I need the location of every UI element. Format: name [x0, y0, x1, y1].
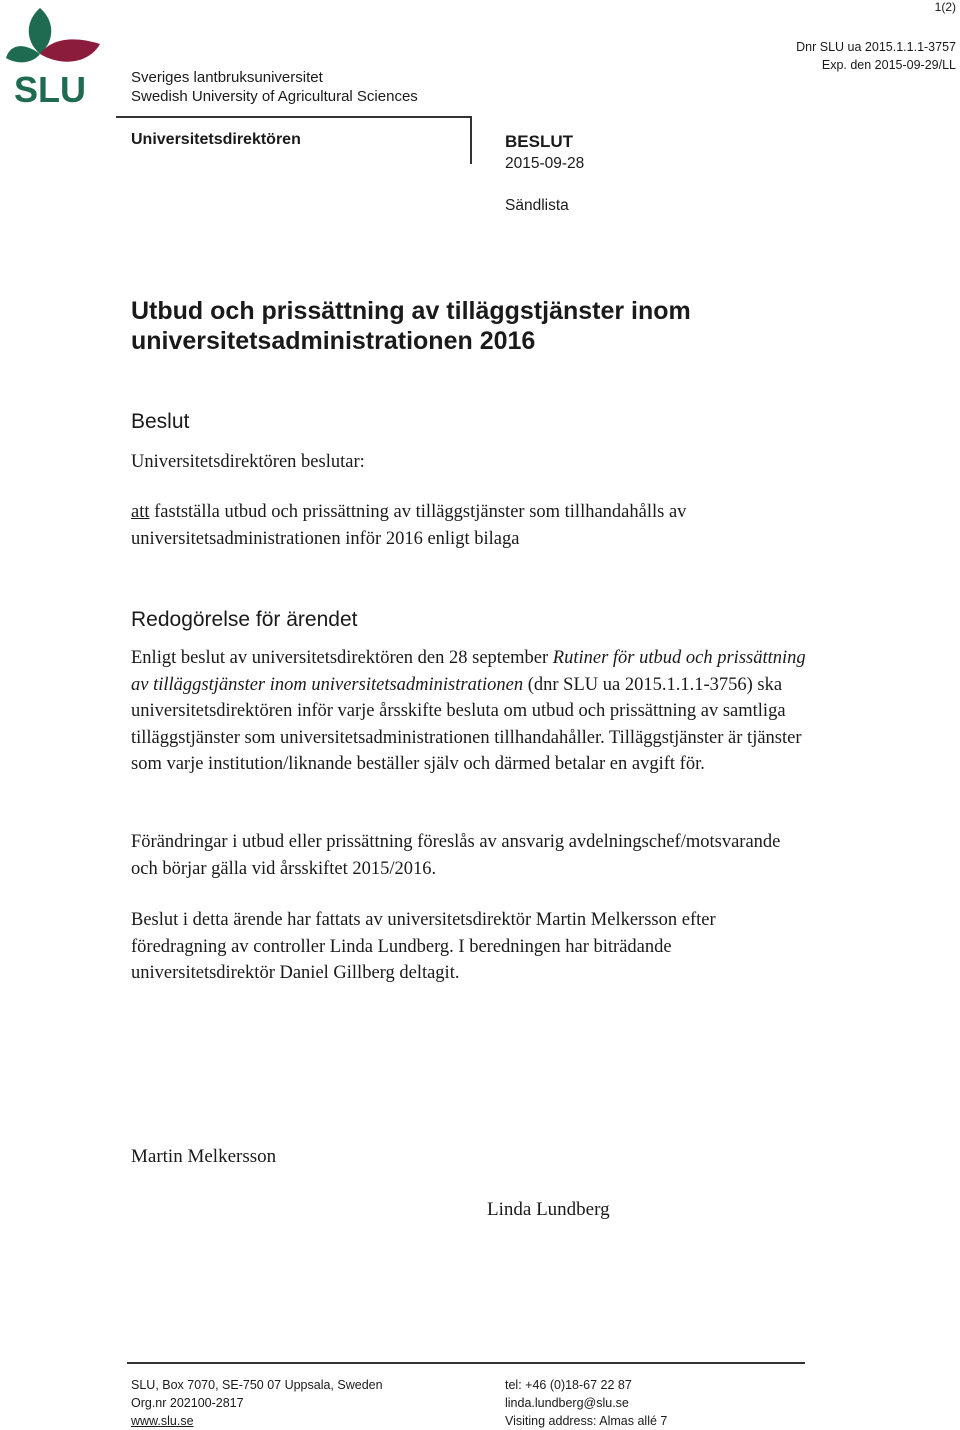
- att-keyword: att: [131, 502, 150, 522]
- org-name-swedish: Sveriges lantbruksuniversitet: [131, 69, 323, 86]
- signature-second: Linda Lundberg: [487, 1199, 610, 1220]
- page-number: 1(2): [934, 0, 956, 14]
- decision-lead: Universitetsdirektören beslutar:: [131, 452, 365, 472]
- slu-logo-icon: [6, 6, 102, 106]
- document-type: BESLUT: [505, 132, 573, 151]
- section-heading-redogorelse: Redogörelse för ärendet: [131, 608, 358, 631]
- dnr-text: Dnr SLU ua 2015.1.1.1-3757: [796, 40, 956, 54]
- header-divider: [116, 116, 470, 118]
- exp-text: Exp. den 2015-09-29/LL: [821, 58, 956, 72]
- footer-org-nr: Org.nr 202100-2817: [131, 1396, 244, 1410]
- distribution-list: Sändlista: [505, 197, 569, 214]
- issuing-unit: Universitetsdirektören: [131, 131, 301, 148]
- logo-text: SLU: [14, 69, 86, 106]
- paragraph-1-end: (dnr SLU ua 2015.1.1.1-3756) ska universitetsdirektören inför varje årsskifte besluta om utbud och prissättning av samtliga tilläggstjänster som universitetsadministrationen tillhandahåller. Tilläggstjänster är tjänster som varje institution/liknande beställer själv och därmed betalar en avgift för.: [131, 674, 802, 774]
- registration-info: [796, 38, 956, 74]
- header-vertical-divider: [470, 116, 472, 164]
- document-date: 2015-09-28: [505, 155, 585, 172]
- footer-right: [505, 1376, 667, 1430]
- document-title: Utbud och prissättning av tilläggstjänster inom universitetsadministrationen 2016: [131, 297, 691, 355]
- paragraph-1-start: Enligt beslut av universitetsdirektören den 28 september: [131, 648, 553, 668]
- signature-first: Martin Melkersson: [131, 1146, 277, 1167]
- paragraph-2: Förändringar i utbud eller prissättning föreslås av ansvarig avdelningschef/motsvarande och börjar gälla vid årsskiftet 2015/2016.: [131, 832, 781, 879]
- paragraph-1: [131, 645, 811, 778]
- footer-divider: [127, 1362, 805, 1364]
- footer-email: linda.lundberg@slu.se: [505, 1396, 629, 1410]
- decision-text: [131, 499, 811, 552]
- decision-body: fastställa utbud och prissättning av tilläggstjänster som tillhandahålls av universitetsadministrationen inför 2016 enligt bilaga: [131, 502, 687, 549]
- org-name-english: Swedish University of Agricultural Sciences: [131, 88, 418, 105]
- footer-address: SLU, Box 7070, SE-750 07 Uppsala, Sweden: [131, 1378, 383, 1392]
- section-heading-beslut: Beslut: [131, 410, 190, 433]
- footer-website-link[interactable]: www.slu.se: [131, 1414, 194, 1428]
- paragraph-3: Beslut i detta ärende har fattats av universitetsdirektör Martin Melkersson efter föredragning av controller Linda Lundberg. I beredningen har biträdande universitetsdirektör Daniel Gillberg deltagit.: [131, 910, 716, 983]
- footer-visiting-address: Visiting address: Almas allé 7: [505, 1414, 668, 1428]
- routine-title: Rutiner för utbud och prissättning av tilläggstjänster inom universitetsadministrationen: [131, 648, 806, 695]
- footer-left: [131, 1376, 383, 1430]
- footer-phone: tel: +46 (0)18-67 22 87: [505, 1378, 632, 1392]
